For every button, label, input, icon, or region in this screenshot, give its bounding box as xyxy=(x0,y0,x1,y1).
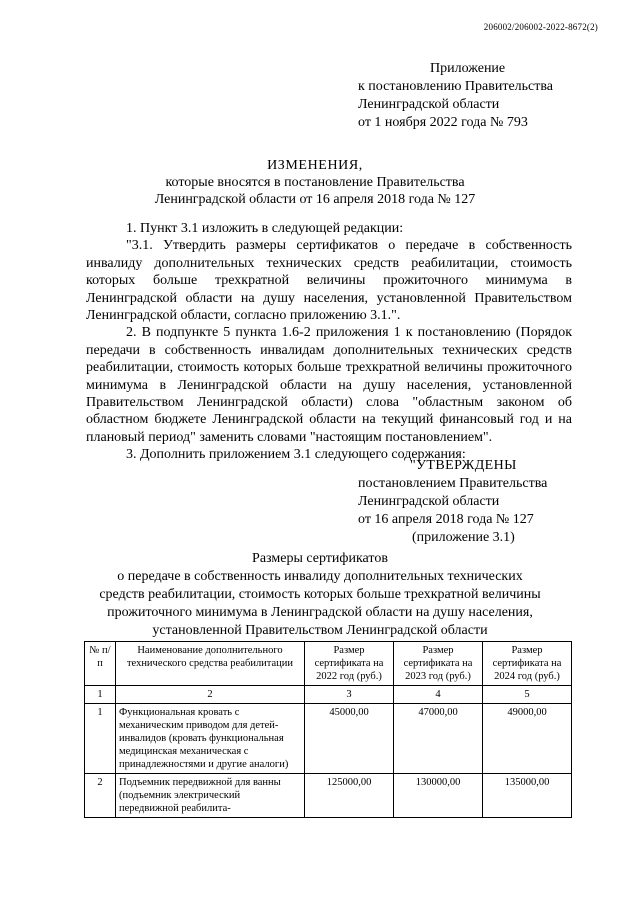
paragraph: "3.1. Утвердить размеры сертификатов о передаче в собственность инвалиду дополнительных технических средств реабилитации, стоимость которых больше трехкратной величины прожиточного минимума в Ленинградской области на душу населения, установленной Правительством Ленинградской области, согласно приложению 3.1.". xyxy=(86,238,572,324)
sizes-title-line: средств реабилитации, стоимость которых больше трехкратной величины xyxy=(99,587,541,602)
approved-line: Ленинградской области xyxy=(358,494,500,509)
header-2024: Размер сертификата на 2024 год (руб.) xyxy=(483,642,572,686)
approved-line: (приложение 3.1) xyxy=(412,530,515,545)
column-number: 4 xyxy=(394,686,483,704)
sizes-title-line: прожиточного минимума в Ленинградской области на душу населения, xyxy=(107,605,533,620)
row-2024: 135000,00 xyxy=(483,774,572,818)
table-row xyxy=(85,774,572,818)
column-number: 3 xyxy=(305,686,394,704)
row-2022: 125000,00 xyxy=(305,774,394,818)
paragraph: 2. В подпункте 5 пункта 1.6-2 приложения 1 к постановлению (Порядок передачи в собственность инвалидам дополнительных технических средств реабилитации, стоимость которых больше трехкратной величины прожиточного минимума в Ленинградской области на душу населения, установленной Правительством Ленинградской области) слова "областным законом об областном бюджете Ленинградской области на текущий финансовый год и на плановый период" заменить словами "настоящим постановлением". xyxy=(86,325,572,445)
paragraph: 1. Пункт 3.1 изложить в следующей редакции: xyxy=(126,221,404,236)
row-2022: 45000,00 xyxy=(305,704,394,774)
column-number-row xyxy=(85,686,572,704)
title-line: Ленинградской области от 16 апреля 2018 года № 127 xyxy=(154,192,476,207)
body-text xyxy=(86,220,572,464)
sizes-title-line: Размеры сертификатов xyxy=(252,551,388,566)
header-number: № п/п xyxy=(85,642,116,686)
approved-line: от 16 апреля 2018 года № 127 xyxy=(358,512,534,527)
approved-block xyxy=(358,457,547,547)
certificates-table xyxy=(84,641,572,818)
annex-line: от 1 ноября 2022 года № 793 xyxy=(358,115,528,130)
approved-line: постановлением Правительства xyxy=(358,476,548,491)
document-title xyxy=(80,157,550,208)
annex-header xyxy=(358,60,553,132)
sizes-title xyxy=(80,550,560,640)
sizes-title-line: установленной Правительством Ленинградской области xyxy=(152,623,488,638)
annex-line: к постановлению Правительства xyxy=(358,79,554,94)
approved-line: "УТВЕРЖДЕНЫ xyxy=(410,458,517,473)
row-2023: 47000,00 xyxy=(394,704,483,774)
column-number: 5 xyxy=(483,686,572,704)
table-header-row xyxy=(85,642,572,686)
row-name: Подъемник передвижной для ванны (подъемник электрический передвижной реабилита- xyxy=(116,774,305,818)
document-id: 206002/206002-2022-8672(2) xyxy=(483,22,598,32)
sizes-title-line: о передаче в собственность инвалиду дополнительных технических xyxy=(117,569,523,584)
row-number: 2 xyxy=(85,774,116,818)
header-name: Наименование дополнительного технического средства реабилитации xyxy=(116,642,305,686)
row-2023: 130000,00 xyxy=(394,774,483,818)
header-2023: Размер сертификата на 2023 год (руб.) xyxy=(394,642,483,686)
header-2022: Размер сертификата на 2022 год (руб.) xyxy=(305,642,394,686)
paragraph: 3. Дополнить приложением 3.1 следующего содержания: xyxy=(126,447,466,463)
column-number: 2 xyxy=(116,686,305,704)
annex-line: Ленинградской области xyxy=(358,97,500,112)
table-row xyxy=(85,704,572,774)
row-number: 1 xyxy=(85,704,116,774)
row-2024: 49000,00 xyxy=(483,704,572,774)
title-line: ИЗМЕНЕНИЯ, xyxy=(267,158,363,173)
title-line: которые вносятся в постановление Правительства xyxy=(165,175,465,190)
column-number: 1 xyxy=(85,686,116,704)
annex-line: Приложение xyxy=(430,61,506,76)
row-name: Функциональная кровать с механическим приводом для детей-инвалидов (кровать функциональная медицинская механическая с принадлежностями и другие аналоги) xyxy=(116,704,305,774)
